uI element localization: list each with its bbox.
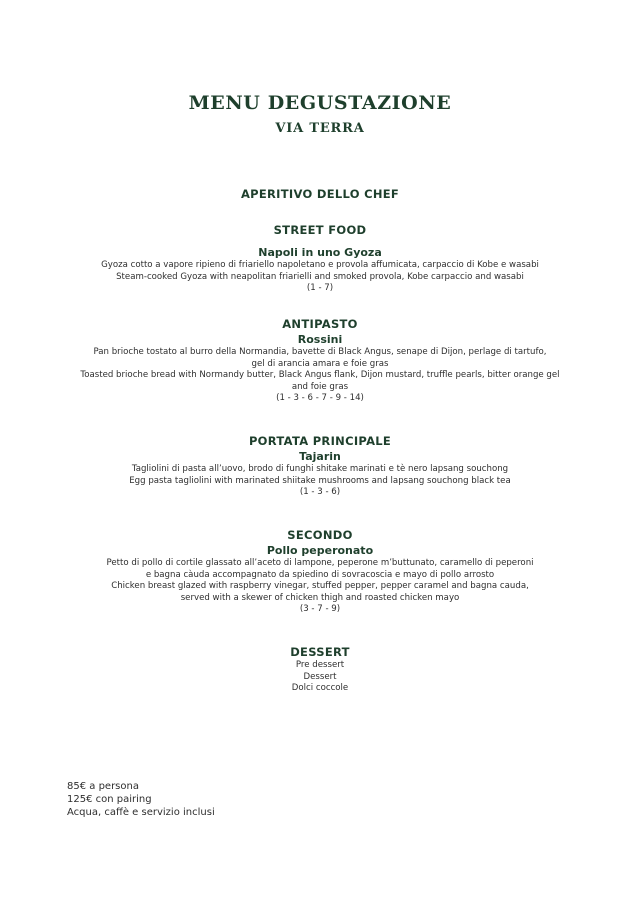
allergens-line: (3 - 7 - 9): [299, 604, 341, 614]
description-line: Egg pasta tagliolini with marinated shiitake mushrooms and lapsang souchong black tea: [129, 475, 511, 486]
description-line: Tagliolini di pasta all’uovo, brodo di funghi shitake marinati e tè nero lapsang souchong: [131, 464, 509, 474]
allergens-line: (1 - 3 - 6): [299, 487, 341, 497]
section-heading-portata-principale: PORTATA PRINCIPALE: [248, 434, 392, 448]
section-heading-dessert: DESSERT: [290, 645, 350, 659]
dish-description-secondo: [40, 558, 600, 616]
pricing-footer: [67, 780, 215, 819]
description-line: Chicken breast glazed with raspberry vinegar, stuffed pepper, pepper caramel and bagna cauda,: [111, 581, 529, 591]
dish-description-antipasto: [40, 347, 600, 405]
description-line: and foie gras: [291, 381, 349, 392]
description-line: Gyoza cotto a vapore ripieno di friariello napoletano e provola affumicata, carpaccio di Kobe e wasabi: [101, 260, 539, 270]
allergens-line: (1 - 3 - 6 - 7 - 9 - 14): [276, 393, 364, 403]
dish-description-street-food: [40, 260, 600, 295]
description-line: served with a skewer of chicken thigh and roasted chicken mayo: [180, 592, 460, 603]
section-heading-secondo: SECONDO: [287, 528, 353, 542]
section-heading-street-food: STREET FOOD: [273, 223, 367, 237]
dish-name-portata-principale: Tajarin: [299, 450, 341, 463]
dish-name-antipasto: Rossini: [297, 333, 343, 346]
allergens-line: (1 - 7): [306, 283, 334, 293]
dessert-item: Dessert: [303, 671, 337, 682]
section-heading-aperitivo: APERITIVO DELLO CHEF: [240, 187, 400, 201]
dish-description-portata-principale: [40, 464, 600, 499]
description-line: Steam-cooked Gyoza with neapolitan friarielli and smoked provola, Kobe carpaccio and wasabi: [116, 271, 524, 282]
section-heading-antipasto: ANTIPASTO: [282, 317, 358, 331]
dessert-list: [40, 660, 600, 695]
menu-title: MENU DEGUSTAZIONE: [188, 92, 452, 114]
dessert-item: Dolci coccole: [291, 683, 349, 693]
dish-name-secondo: Pollo peperonato: [266, 544, 374, 557]
included-services: Acqua, caffè e servizio inclusi: [67, 807, 215, 818]
menu-subtitle: VIA TERRA: [275, 121, 365, 136]
description-line: Toasted brioche bread with Normandy butter, Black Angus flank, Dijon mustard, truffle pearls, bitter orange gel: [80, 370, 560, 380]
description-line: gel di arancia amara e foie gras: [251, 358, 389, 369]
description-line: Pan brioche tostato al burro della Normandia, bavette di Black Angus, senape di Dijon, perlage di tartufo,: [93, 347, 547, 357]
description-line: Petto di pollo di cortile glassato all’aceto di lampone, peperone m’buttunato, caramello di peperoni: [106, 558, 534, 568]
price-per-person: 85€ a persona: [67, 781, 139, 792]
dessert-item: Pre dessert: [295, 660, 345, 670]
price-with-pairing: 125€ con pairing: [67, 794, 152, 805]
dish-name-street-food: Napoli in uno Gyoza: [258, 246, 382, 259]
description-line: e bagna càuda accompagnato da spiedino di sovracoscia e mayo di pollo arrosto: [145, 569, 495, 580]
